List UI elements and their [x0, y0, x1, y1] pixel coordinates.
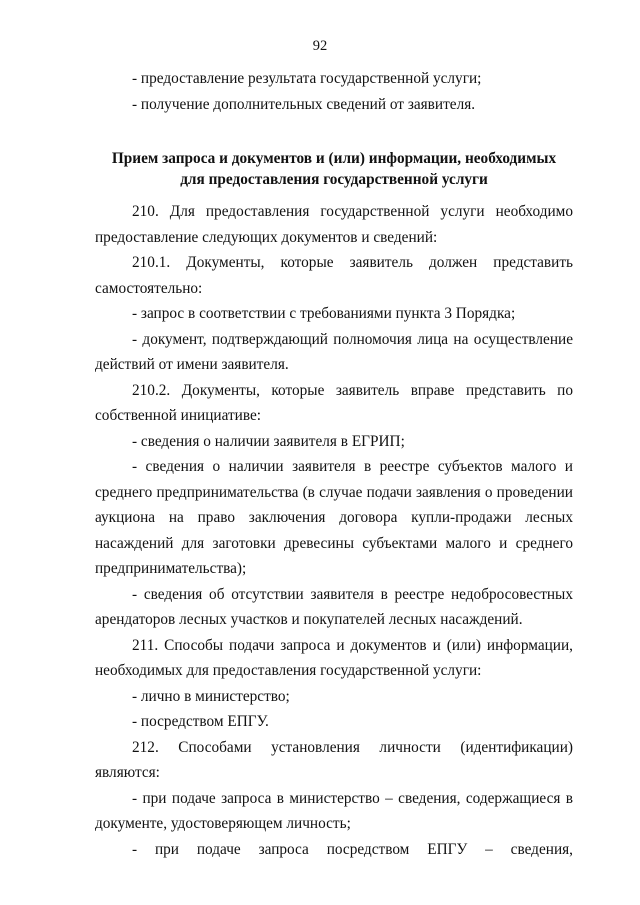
- section-heading-line: Прием запроса и документов и (или) информации, необходимых: [111, 150, 557, 167]
- paragraph: - при подаче запроса посредством ЕПГУ – сведения,: [132, 840, 573, 858]
- paragraph: 210.1. Документы, которые заявитель должен представить самостоятельно:: [95, 254, 573, 297]
- body-text: [95, 199, 573, 862]
- paragraph: - лично в министерство;: [132, 687, 290, 705]
- paragraph: 212. Способами установления личности (идентификации) являются:: [95, 738, 573, 781]
- page-number: 92: [312, 38, 328, 54]
- paragraph: - документ, подтверждающий полномочия лица на осуществление действий от имени заявителя.: [95, 330, 573, 373]
- section-heading-line: для предоставления государственной услуги: [180, 171, 488, 188]
- paragraph: - сведения о наличии заявителя в реестре субъектов малого и среднего предпринимательства (в случае подачи заявления о проведении аукциона на право заключения договора купли-продажи лесных насаждений для заготовки древесины субъектами малого и среднего предпринимательства);: [95, 458, 573, 577]
- paragraph: - сведения об отсутствии заявителя в реестре недобросовестных арендаторов лесных участков и покупателей лесных насаждений.: [95, 585, 573, 628]
- paragraph: - посредством ЕПГУ.: [132, 713, 269, 730]
- list-item: - предоставление результата государственной услуги;: [132, 70, 482, 87]
- paragraph: 210. Для предоставления государственной услуги необходимо предоставление следующих документов и сведений:: [95, 203, 573, 246]
- paragraph: - при подаче запроса в министерство – сведения, содержащиеся в документе, удостоверяющем личность;: [95, 789, 573, 832]
- list-item: - получение дополнительных сведений от заявителя.: [132, 95, 476, 113]
- paragraph: - запрос в соответствии с требованиями пункта 3 Порядка;: [132, 305, 516, 322]
- paragraph: - сведения о наличии заявителя в ЕГРИП;: [132, 432, 405, 450]
- paragraph: 210.2. Документы, которые заявитель вправе представить по собственной инициативе:: [95, 381, 573, 424]
- section-heading: [95, 148, 573, 190]
- intro-list: [95, 66, 573, 117]
- paragraph: 211. Способы подачи запроса и документов и (или) информации, необходимых для предоставления государственной услуги:: [95, 636, 573, 679]
